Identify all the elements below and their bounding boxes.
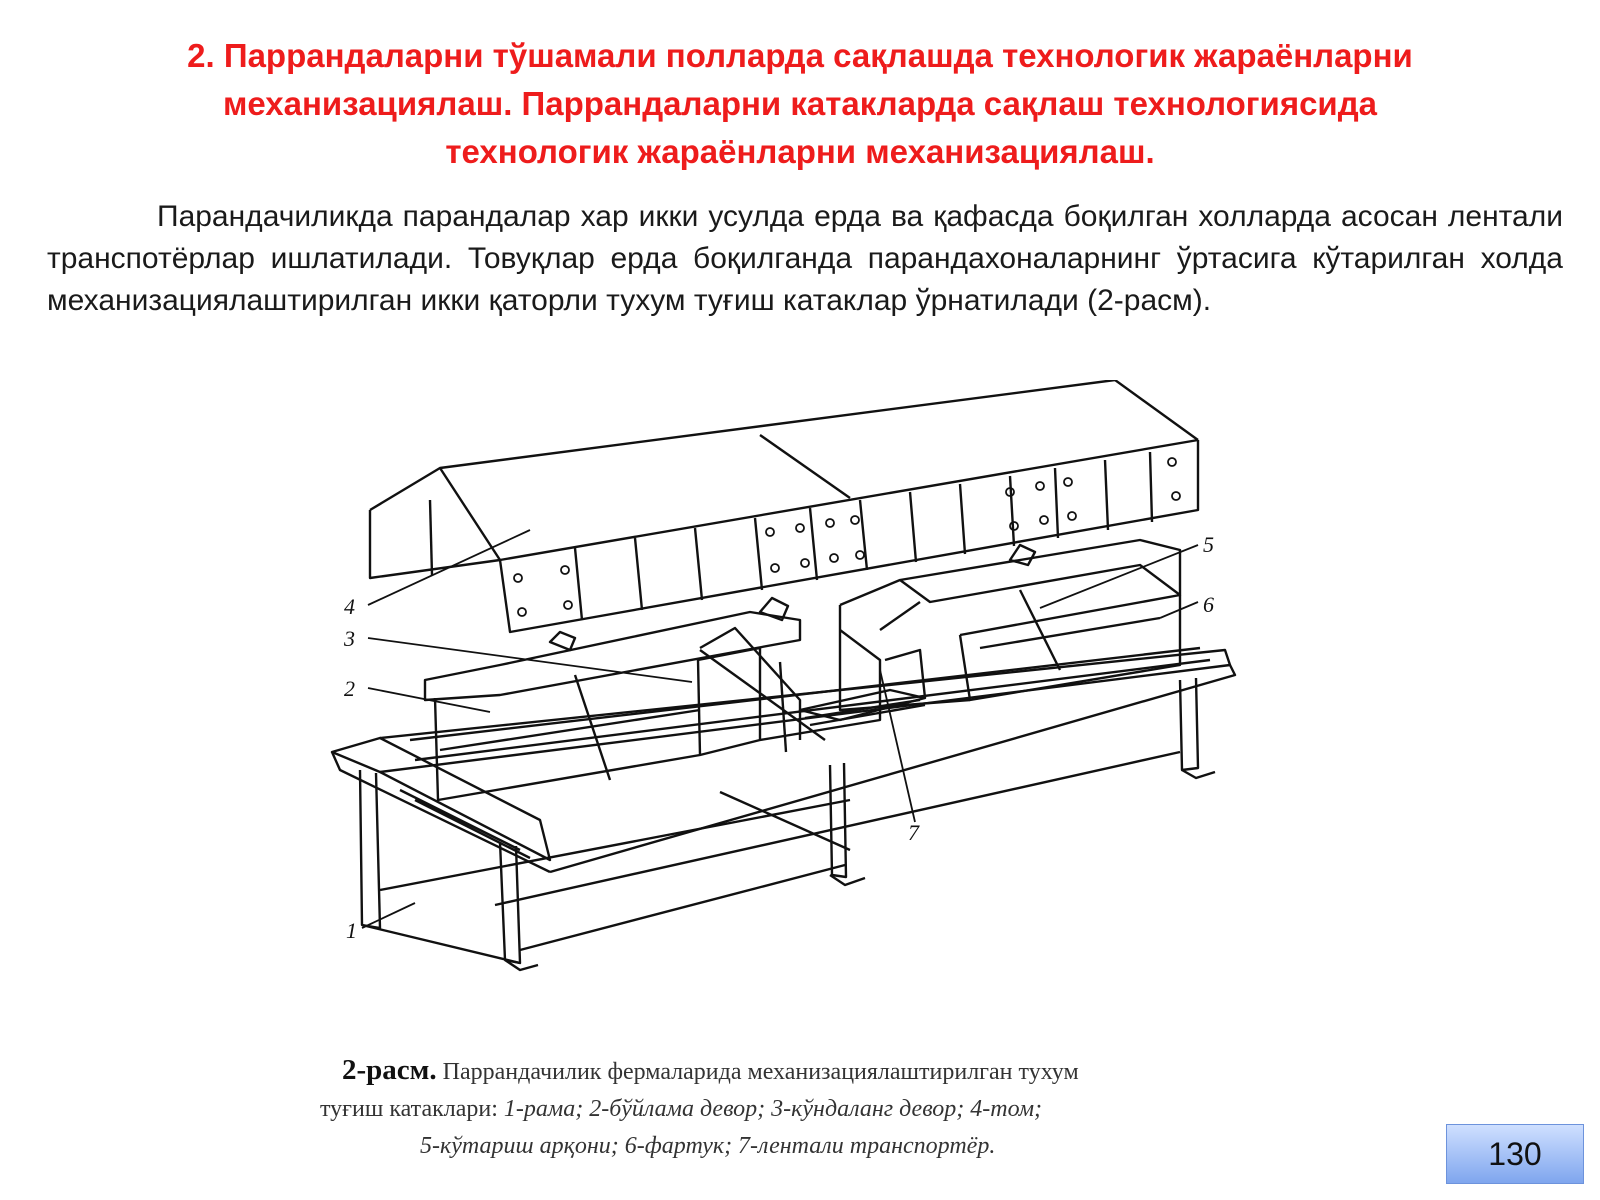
body-paragraph-text: Парандачиликда парандалар хар икки усулда ерда ва қафасда боқилган холларда асосан лентали транспотёрлар ишлатилади. Товуқлар ерда боқилганда парандахоналарнинг ўртасига кўтарилган холда механизациялаштирилган икки қаторли тухум туғиш катаклар ўрнатилади (2-расм). [47,200,1563,317]
caption-lead: 2-расм. [342,1054,437,1086]
label-7: 7 [908,820,919,845]
caption-line-3: 5-кўтариш арқони; 6-фартук; 7-лентали транспортёр. [420,1133,996,1159]
leader-line-5 [1040,545,1198,608]
caption-line-2 [320,1091,1310,1128]
caption-line-1 [320,1052,1310,1091]
left-cage [425,598,880,800]
conveyor-belt [780,650,925,752]
caption-line-1-text: Паррандачилик фермаларида механизациялаштирилган тухум [442,1059,1079,1085]
label-6: 6 [1203,592,1214,617]
figure-caption [320,1052,1310,1165]
caption-line-2-text: туғиш катаклари: [320,1096,504,1122]
title-line-2: механизациялаш. Паррандаларни катакларда сақлаш технологиясида [222,85,1378,122]
cage-diagram [320,380,1260,1000]
slide-title [30,32,1570,176]
title-line-1: 2. Паррандаларни тўшамали полларда сақлашда технологик жараёнларни [187,37,1413,74]
label-5: 5 [1203,532,1214,557]
body-paragraph [47,196,1563,322]
title-line-3: технологик жараёнларни механизациялаш. [445,133,1155,170]
page-number: 130 [1446,1124,1584,1184]
leader-line-1 [362,903,415,928]
caption-line-2-italic: 1-рама; 2-бўйлама девор; 3-кўндаланг девор; 4-том; [503,1096,1043,1122]
leader-line-2 [368,688,490,712]
label-1: 1 [346,918,357,943]
label-2: 2 [344,676,355,701]
leader-line-3 [368,638,692,682]
label-4: 4 [344,594,355,619]
label-3: 3 [344,626,355,651]
